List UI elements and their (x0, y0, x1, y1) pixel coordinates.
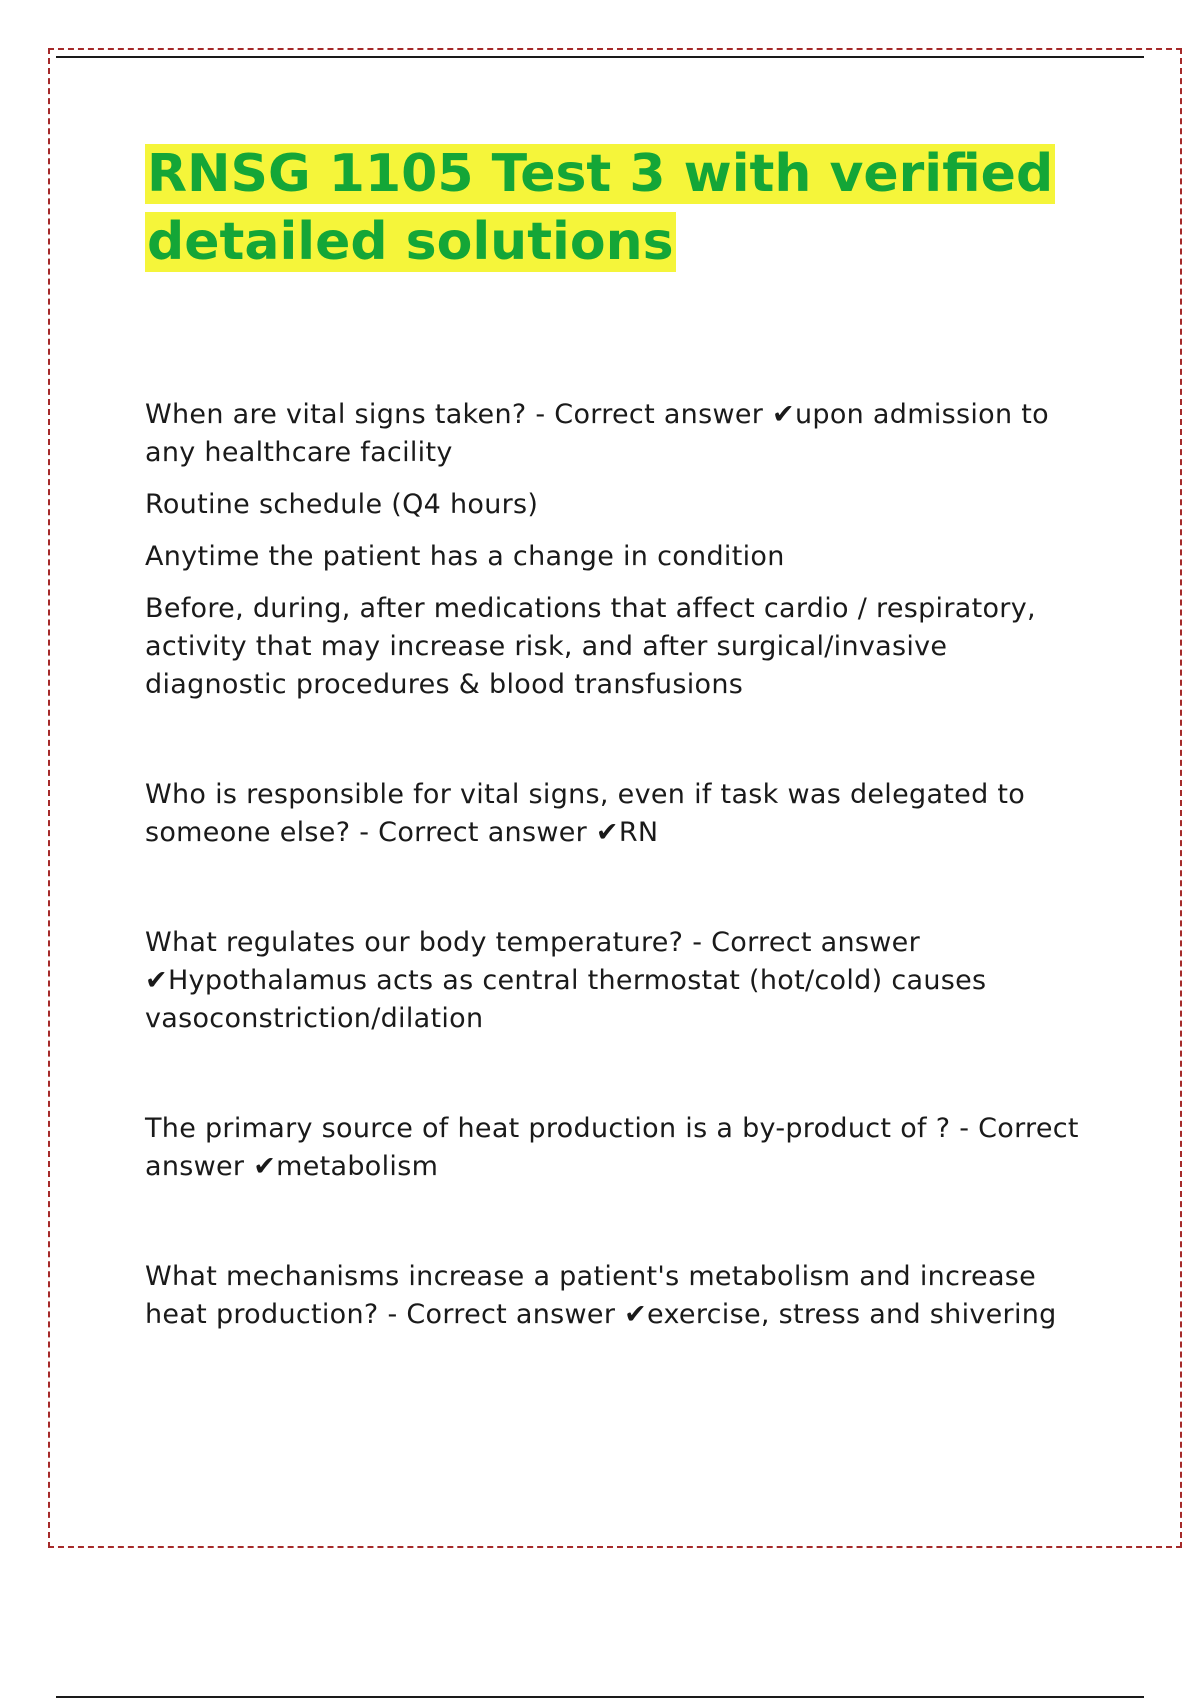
qa-list (145, 396, 1095, 1334)
answer-line: Routine schedule (Q4 hours) (145, 489, 539, 520)
qa-item-vital-signs-timing (145, 396, 1095, 704)
answer-line: Before, during, after medications that affect cardio / respiratory, activity that may increase risk, and after surgical/invasive diagnostic procedures & blood transfusions (145, 593, 1036, 700)
answer-text: metabolism (276, 1151, 439, 1182)
qa-question-line (145, 776, 1095, 852)
question-text: Who is responsible for vital signs, even if task was delegated to someone else? (145, 779, 1026, 848)
answer-prefix: - Correct answer ✔ (350, 817, 619, 848)
answer-prefix: - Correct answer ✔ (145, 927, 920, 996)
answer-text: exercise, stress and shivering (647, 1299, 1057, 1330)
answer-text: Hypothalamus acts as central thermostat (hot/cold) causes vasoconstriction/dilation (145, 965, 987, 1034)
answer-prefix: - Correct answer ✔ (526, 399, 795, 430)
qa-item-vital-signs-responsibility (145, 776, 1095, 852)
qa-item-body-temperature (145, 924, 1095, 1038)
answer-prefix: - Correct answer ✔ (378, 1299, 648, 1330)
question-text: The primary source of heat production is a by-product of ? (145, 1113, 951, 1144)
qa-question-line (145, 1110, 1095, 1186)
qa-item-heat-production (145, 1110, 1095, 1186)
bottom-rule (56, 1696, 1144, 1698)
qa-question-line (145, 396, 1095, 472)
top-rule (56, 56, 1144, 58)
document-content (145, 140, 1095, 1406)
qa-question-line (145, 1258, 1095, 1334)
answer-prefix: - Correct answer ✔ (145, 1113, 1079, 1182)
answer-line: Anytime the patient has a change in condition (145, 541, 785, 572)
document-title-highlight: RNSG 1105 Test 3 with verified detailed solutions (147, 144, 1054, 272)
answer-text: RN (618, 817, 659, 848)
document-title (145, 140, 1095, 276)
qa-question-line (145, 924, 1095, 1038)
question-text: What regulates our body temperature? (145, 927, 684, 958)
question-text: What mechanisms increase a patient's metabolism and increase heat production? (145, 1261, 1037, 1330)
answer-text: upon admission to any healthcare facility (145, 399, 1049, 468)
question-text: When are vital signs taken? (145, 399, 527, 430)
qa-item-metabolism-mechanisms (145, 1258, 1095, 1334)
